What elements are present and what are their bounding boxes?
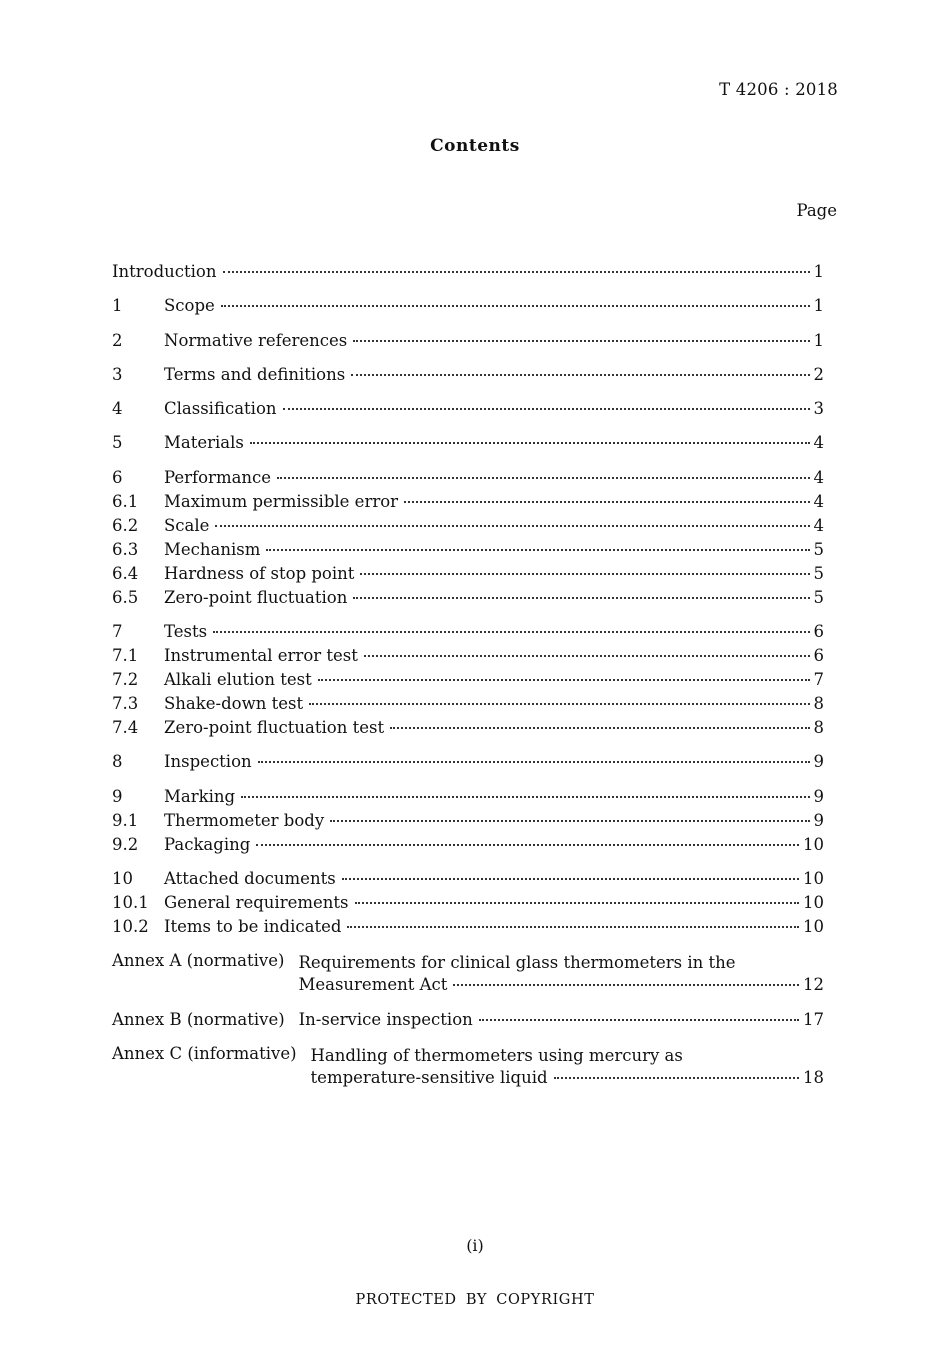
toc-entry-number: 1 — [112, 296, 123, 316]
toc-entry-classification[interactable] — [112, 399, 824, 423]
toc-entry-number: 4 — [112, 399, 123, 419]
toc-entry-number: 6.1 — [112, 491, 139, 511]
toc-entry-title: Scale — [164, 515, 210, 535]
page-number: (i) — [466, 1236, 484, 1255]
toc-entry-number: 6.4 — [112, 563, 139, 583]
toc-entry-maximum-permissible-error[interactable] — [112, 492, 824, 516]
toc-entry-title: Maximum permissible error — [164, 491, 399, 511]
toc-entry-page: 10 — [803, 916, 824, 936]
dot-leader — [330, 820, 809, 822]
dot-leader — [353, 597, 809, 599]
toc-entry-title: Zero-point fluctuation test — [164, 718, 385, 738]
toc-entry-number: 2 — [112, 330, 123, 350]
toc-entry-title: Tests — [164, 622, 208, 642]
toc-entry-number: 6.5 — [112, 587, 139, 607]
toc-entry-number: 7.4 — [112, 718, 139, 738]
annex-page: 12 — [803, 975, 824, 995]
annex-title-line1: Requirements for clinical glass thermometers in the — [298, 953, 736, 973]
toc-entry-title: Inspection — [164, 752, 252, 772]
annex-body — [311, 1044, 824, 1092]
toc-entry-page: 1 — [813, 262, 824, 281]
toc-entry-title: Thermometer body — [164, 810, 325, 830]
toc-entry-page: 5 — [813, 563, 824, 583]
copyright-notice: PROTECTED BY COPYRIGHT — [355, 1292, 595, 1308]
toc-entry-number: 6.2 — [112, 515, 139, 535]
dot-leader — [351, 374, 809, 376]
dot-leader — [213, 631, 809, 633]
annex-page: 17 — [803, 1009, 824, 1029]
dot-leader — [347, 926, 799, 928]
dot-leader — [355, 902, 800, 904]
toc-entry-number: 7.2 — [112, 670, 139, 690]
toc-entry-title: Performance — [164, 467, 272, 487]
toc-entry-title: Items to be indicated — [164, 916, 342, 936]
dot-leader — [223, 271, 810, 273]
toc-entry-normative-references[interactable] — [112, 331, 824, 355]
annex-page: 18 — [803, 1067, 824, 1087]
toc-entry-number: 9.2 — [112, 834, 139, 854]
toc-entry-title: General requirements — [164, 892, 349, 912]
toc-entry-number: 10 — [112, 868, 133, 888]
toc-entry-page: 6 — [813, 646, 824, 666]
annex-label: Annex B (normative) — [112, 1009, 285, 1029]
dot-leader — [266, 549, 809, 551]
toc-entry-packaging[interactable] — [112, 835, 824, 859]
dot-leader — [277, 477, 809, 479]
toc-entry-title: Alkali elution test — [164, 670, 312, 690]
toc-entry-zero-point-fluctuation[interactable] — [112, 588, 824, 612]
toc-entry-page: 2 — [813, 364, 824, 384]
toc-entry-page: 7 — [813, 670, 824, 690]
toc-entry-number: 6.3 — [112, 539, 139, 559]
page-column-label: Page — [796, 201, 837, 220]
toc-annex-a[interactable] — [112, 951, 824, 999]
toc-entry-page: 10 — [803, 834, 824, 854]
toc-entry-title: Marking — [164, 786, 236, 806]
annex-title-line1: Handling of thermometers using mercury as — [310, 1045, 683, 1065]
toc-entry-page: 5 — [813, 587, 824, 607]
toc-entry-page: 9 — [813, 810, 824, 830]
toc-entry-number: 7 — [112, 622, 123, 642]
toc-entry-page: 4 — [813, 515, 824, 535]
toc-entry-title: Mechanism — [164, 539, 261, 559]
dot-leader — [256, 844, 799, 846]
annex-title-line2: temperature-sensitive liquid — [310, 1067, 548, 1087]
toc-entry-title: Zero-point fluctuation — [164, 587, 348, 607]
toc-entry-page: 1 — [813, 296, 824, 316]
toc-entry-title: Attached documents — [164, 868, 336, 888]
toc-entry-number: 6 — [112, 467, 123, 487]
toc-entry-number: 8 — [112, 752, 123, 772]
dot-leader — [364, 655, 810, 657]
annex-title-row — [299, 1010, 824, 1034]
toc-entry-page: 5 — [813, 539, 824, 559]
annex-title-line2: Measurement Act — [298, 975, 448, 995]
toc-entry-attached-documents[interactable] — [112, 869, 824, 893]
dot-leader — [221, 305, 810, 307]
toc-entry-page: 10 — [803, 868, 824, 888]
toc-entry-thermometer-body[interactable] — [112, 811, 824, 835]
annex-body — [299, 1010, 824, 1034]
dot-leader — [353, 340, 809, 342]
toc-entry-title: Normative references — [164, 330, 348, 350]
toc-entry-terms-and-definitions[interactable] — [112, 365, 824, 389]
toc-entry-performance[interactable] — [112, 468, 824, 492]
toc-entry-page: 4 — [813, 467, 824, 487]
toc-entry-scale[interactable] — [112, 516, 824, 540]
toc-entry-title: Terms and definitions — [164, 364, 346, 384]
annex-title: In-service inspection — [298, 1009, 473, 1029]
dot-leader — [360, 573, 809, 575]
toc-entry-page: 3 — [813, 399, 824, 419]
toc-entry-number: 5 — [112, 433, 123, 453]
toc-entry-shake-down-test[interactable] — [112, 694, 824, 718]
dot-leader — [342, 878, 799, 880]
dot-leader — [309, 703, 809, 705]
toc-entry-number: 3 — [112, 364, 123, 384]
dot-leader — [241, 796, 809, 798]
toc-entry-page: 8 — [813, 694, 824, 714]
dot-leader — [283, 408, 810, 410]
dot-leader — [453, 984, 799, 986]
toc-entry-materials[interactable] — [112, 433, 824, 457]
dot-leader — [404, 501, 809, 503]
toc-entry-title: Introduction — [112, 262, 217, 281]
page-title: Contents — [430, 136, 520, 156]
toc-entry-page: 4 — [813, 433, 824, 453]
toc-entry-title: Hardness of stop point — [164, 563, 355, 583]
toc-entry-general-requirements[interactable] — [112, 893, 824, 917]
dot-leader — [390, 727, 809, 729]
toc-annex-c[interactable] — [112, 1044, 824, 1092]
dot-leader — [215, 525, 809, 527]
toc-entry-page: 9 — [813, 752, 824, 772]
dot-leader — [258, 761, 810, 763]
dot-leader — [250, 442, 810, 444]
toc-entry-items-to-be-indicated[interactable] — [112, 917, 824, 941]
toc-entry-title: Packaging — [164, 834, 251, 854]
toc-entry-alkali-elution-test[interactable] — [112, 670, 824, 694]
toc-entry-page: 4 — [813, 491, 824, 511]
annex-label: Annex C (informative) — [112, 1043, 297, 1063]
toc-entry-title: Shake-down test — [164, 694, 304, 714]
toc-entry-title: Classification — [164, 399, 277, 419]
toc-entry-page: 10 — [803, 892, 824, 912]
toc-entry-page: 9 — [813, 786, 824, 806]
annex-title-line2-row — [298, 975, 824, 999]
toc-entry-number: 10.2 — [112, 916, 149, 936]
dot-leader — [318, 679, 810, 681]
toc-entry-number: 10.1 — [112, 892, 149, 912]
toc-entry-mechanism[interactable] — [112, 540, 824, 564]
annex-body — [298, 951, 824, 999]
table-of-contents — [112, 262, 824, 1092]
toc-entry-inspection[interactable] — [112, 752, 824, 776]
standard-number: T 4206 : 2018 — [719, 80, 838, 99]
toc-entry-title: Scope — [164, 296, 215, 316]
toc-entry-introduction[interactable] — [112, 262, 824, 286]
toc-entry-page: 6 — [813, 622, 824, 642]
toc-entry-instrumental-error-test[interactable] — [112, 646, 824, 670]
toc-entry-title: Instrumental error test — [164, 646, 358, 666]
toc-entry-number: 7.1 — [112, 646, 139, 666]
toc-entry-zero-point-fluctuation-test[interactable] — [112, 718, 824, 742]
toc-entry-marking[interactable] — [112, 787, 824, 811]
toc-annex-b[interactable] — [112, 1010, 824, 1034]
toc-entry-number: 9 — [112, 786, 123, 806]
annex-title-line2-row — [311, 1068, 824, 1092]
toc-entry-number: 9.1 — [112, 810, 139, 830]
toc-entry-tests[interactable] — [112, 622, 824, 646]
dot-leader — [479, 1019, 799, 1021]
toc-entry-hardness-of-stop-point[interactable] — [112, 564, 824, 588]
dot-leader — [554, 1077, 799, 1079]
toc-entry-scope[interactable] — [112, 296, 824, 320]
toc-entry-title: Materials — [164, 433, 244, 453]
annex-label: Annex A (normative) — [112, 951, 285, 971]
toc-entry-page: 1 — [813, 330, 824, 350]
toc-entry-number: 7.3 — [112, 694, 139, 714]
toc-entry-page: 8 — [813, 718, 824, 738]
